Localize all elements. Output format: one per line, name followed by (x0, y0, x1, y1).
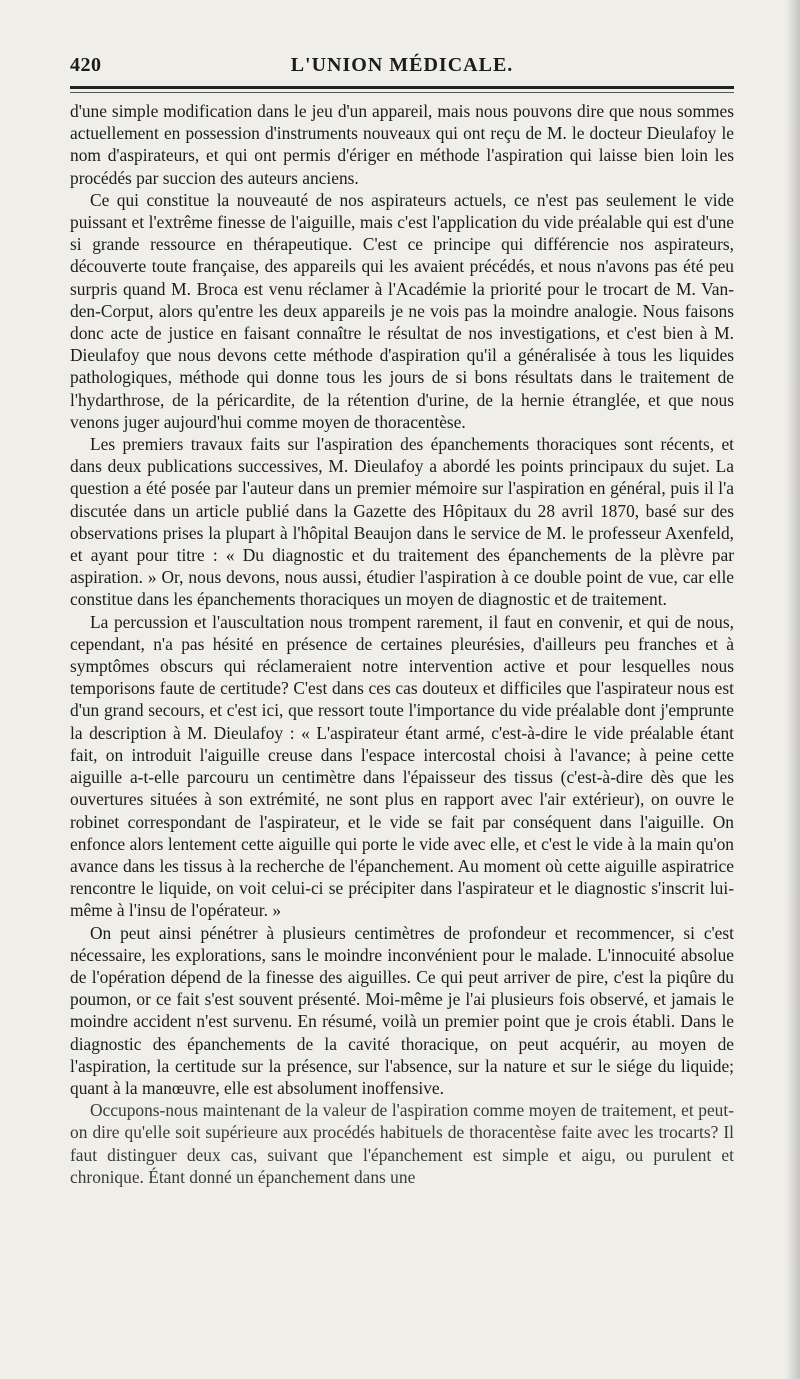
paragraph-6: Occupons-nous maintenant de la valeur de l'aspiration comme moyen de traitement, et peut-on dire qu'elle soit supérieure aux procédés habituels de thoracentèse faite avec les trocarts? Il faut distinguer deux cas, suivant que l'épanchement est simple et aigu, ou purulent et chronique. Étant donné un épanchement dans une (70, 1100, 734, 1187)
header-rule-thin (70, 92, 734, 93)
paragraph-1: d'une simple modification dans le jeu d'un appareil, mais nous pouvons dire que nous sommes actuellement en possession d'instruments nouveaux qui ont reçu de M. le docteur Dieulafoy le nom d'aspirateurs, et qui ont permis d'ériger en méthode l'aspiration qui laisse bien loin les procédés par succion des auteurs anciens. (70, 101, 734, 188)
paragraph-4: La percussion et l'auscultation nous trompent rarement, il faut en convenir, et qui de nous, cependant, n'a pas hésité en présence de certaines pleurésies, d'ailleurs peu franches et à symptômes obscurs qui réclameraient notre intervention active et pour lesquelles nous temporisons faute de certitude? C'est dans ces cas douteux et difficiles que l'aspirateur nous est d'un grand secours, et c'est ici, que ressort toute l'importance du vide préalable dont j'emprunte la description à M. Dieulafoy : « L'aspirateur étant armé, c'est-à-dire le vide préalable étant fait, on introduit l'aiguille creuse dans l'espace intercostal choisi à l'avance; à peine cette aiguille a-t-elle parcouru un centimètre dans l'épaisseur des tissus (c'est-à-dire dès que les ouvertures situées à son extrémité, ne sont plus en rapport avec l'air extérieur), on ouvre le robinet correspondant de l'aspirateur, et le vide se fait par conséquent dans l'aiguille. On enfonce alors lentement cette aiguille qui porte le vide avec elle, et c'est le vide à la main qu'on avance dans les tissus à la recherche de l'épanchement. Au moment où cette aiguille aspiratrice rencontre le liquide, on voit celui-ci se précipiter dans l'aspirateur et le diagnostic s'inscrit lui-même à l'insu de l'opérateur. » (70, 611, 734, 921)
page-number: 420 (70, 54, 102, 76)
header-rule (70, 86, 734, 89)
page-edge-shadow (786, 0, 800, 1379)
paragraph-3: Les premiers travaux faits sur l'aspiration des épanchements thoraciques sont récents, et dans deux publications successives, M. Dieulafoy a abordé les points principaux du sujet. La question a été posée par l'auteur dans un premier mémoire sur l'aspiration en général, puis il l'a discutée dans un article publié dans la Gazette des Hôpitaux du 28 avril 1870, basé sur des observations prises la plupart à l'hôpital Beaujon dans le service de M. le professeur Axenfeld, et ayant pour titre : « Du diagnostic et du traitement des épanchements de la plèvre par aspiration. » Or, nous devons, nous aussi, étudier l'aspiration à ce double point de vue, car elle constitue dans les épanchements thoraciques un moyen de diagnostic et de traitement. (70, 434, 734, 610)
body-text (70, 100, 734, 1188)
page-header (70, 50, 734, 86)
paragraph-2: Ce qui constitue la nouveauté de nos aspirateurs actuels, ce n'est pas seulement le vide puissant et l'extrême finesse de l'aiguille, mais c'est l'application du vide préalable qui est d'une si grande ressource en thérapeutique. C'est ce principe qui différencie nos aspirateurs, découverte toute française, des appareils qui les avaient précédés, et nous n'avons pas été peu surpris quand M. Broca est venu réclamer à l'Académie la priorité pour le trocart de M. Van-den-Corput, alors qu'entre les deux appareils je ne vois pas la moindre analogie. Nous faisons donc acte de justice en faisant connaître le résultat de nos investigations, et c'est bien à M. Dieulafoy que nous devons cette méthode d'aspiration qu'il a généralisée à tous les liquides pathologiques, méthode qui donne tous les jours de si bons résultats dans le traitement de l'hydarthrose, de la péricardite, de la rétention d'urine, de la hernie étranglée, et que nous venons juger aujourd'hui comme moyen de thoracentèse. (70, 189, 734, 432)
running-title: L'UNION MÉDICALE. (290, 54, 514, 76)
paragraph-5: On peut ainsi pénétrer à plusieurs centimètres de profondeur et recommencer, si c'est nécessaire, les explorations, sans le moindre inconvénient pour le malade. L'innocuité absolue de l'opération dépend de la finesse des aiguilles. Ce qui peut arriver de pire, c'est la piqûre du poumon, or ce fait s'est souvent présenté. Moi-même je l'ai plusieurs fois observé, et jamais le moindre accident n'est survenu. En résumé, voilà un premier point que je crois établi. Dans le diagnostic des épanchements de la cavité thoracique, on peut acquérir, au moyen de l'aspiration, la certitude sur la présence, sur l'absence, sur la nature et sur le siége du liquide; quant à la manœuvre, elle est absolument inoffensive. (70, 922, 734, 1098)
